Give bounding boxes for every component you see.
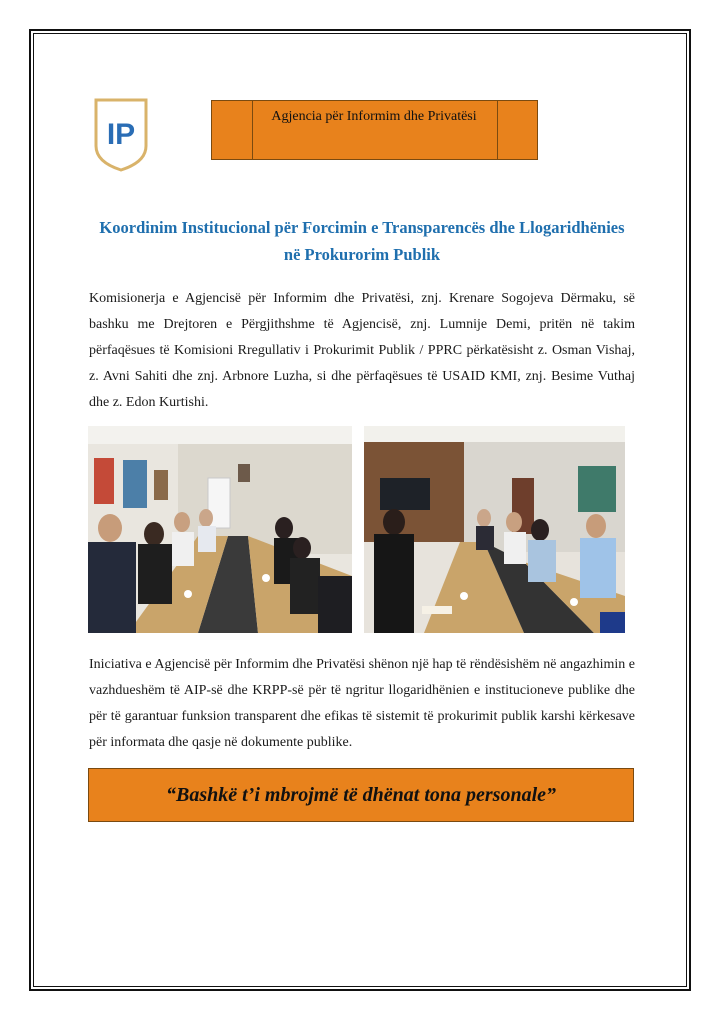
agency-name: Agjencia për Informim dhe Privatësi <box>271 109 477 124</box>
logo-text: IP <box>106 118 136 151</box>
intro-paragraph: Komisionerja e Agjencisë për Informim dhe Privatësi, znj. Krenare Sogojeva Dërmaku, së bashku me Drejtoren e Përgjithshme të Agjencisë, znj. Lumnije Demi, pritën në takim përfaqësues të Komisioni Rregullativ i Prokurimit Publik / PPRC përkatësisht z. Osman Vishaj, z. Avni Sahiti dhe znj. Arbnore Luzha, si dhe përfaqësues të USAID KMI, znj. Besime Vuthaj dhe z. Edon Kurtishi. <box>89 291 635 410</box>
slogan-text: “Bashkë t’i mbrojmë të dhënat tona personale” <box>165 783 557 806</box>
meeting-photo-right <box>364 426 625 633</box>
ip-logo-icon <box>92 96 150 172</box>
headline-line-1: Koordinim Institucional për Forcimin e Transparencës dhe Llogaridhënies <box>99 218 625 237</box>
article-headline <box>60 214 664 268</box>
meeting-photo-left <box>88 426 352 633</box>
closing-paragraph: Iniciativa e Agjencisë për Informim dhe Privatësi shënon një hap të rëndësishëm në angazhimin e vazhdueshëm të AIP-së dhe KRPP-së për të ngritur llogaridhënien e institucioneve publike dhe për të garantuar funksion transparent dhe efikas të sistemit të prokurimit publik karshi kërkesave për informata dhe qasje në dokumente publike. <box>89 657 635 750</box>
headline-line-2: në Prokurorim Publik <box>283 245 441 264</box>
agency-header-box <box>211 100 538 160</box>
slogan-banner <box>88 768 634 822</box>
